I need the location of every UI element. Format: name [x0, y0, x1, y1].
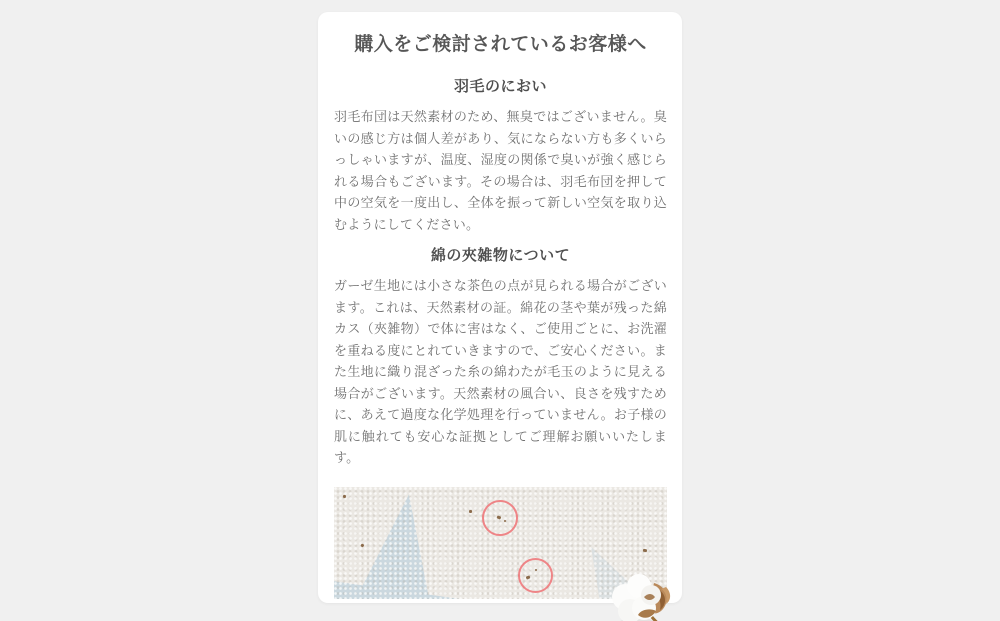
section-body-cotton-impurities: ガーゼ生地には小さな茶色の点が見られる場合がございます。これは、天然素材の証。綿花の茎や葉が残った綿カス（夾雑物）で体に害はなく、ご使用ごとに、お洗濯を重ねる度にとれていきますので、ご安心ください。また生地に織り混ざった糸の綿わたが毛玉のように見える場合がございます。天然素材の風合い、良さを残すために、あえて過度な化学処理を行っていません。お子様の肌に触れても安心な証拠としてご理解お願いいたします。	[334, 278, 667, 465]
impurity-circle-annotation	[482, 500, 518, 536]
impurity-speck	[343, 494, 347, 497]
cotton-boll-image	[608, 569, 674, 621]
impurity-circle-annotation	[518, 558, 553, 593]
page-title: 購入をご検討されているお客様へ	[354, 34, 647, 55]
impurity-speck	[469, 509, 472, 512]
section-down-smell	[334, 78, 667, 235]
section-body-down-smell: 羽毛布団は天然素材のため、無臭ではございません。臭いの感じ方は個人差があり、気にならない方も多くいらっしゃいますが、温度、湿度の関係で臭いが強く感じられる場合もございます。その場合は、羽毛布団を押して中の空気を一度出し、全体を振って新しい空気を取り込むようにしてください。	[334, 109, 667, 232]
impurity-speck	[643, 548, 647, 551]
section-heading-down-smell: 羽毛のにおい	[453, 78, 547, 95]
info-card	[318, 12, 682, 603]
section-heading-cotton-impurities: 綿の夾雑物について	[430, 247, 571, 264]
section-cotton-impurities	[334, 247, 667, 469]
fabric-sample-image	[334, 487, 667, 599]
page-background	[0, 12, 1000, 621]
